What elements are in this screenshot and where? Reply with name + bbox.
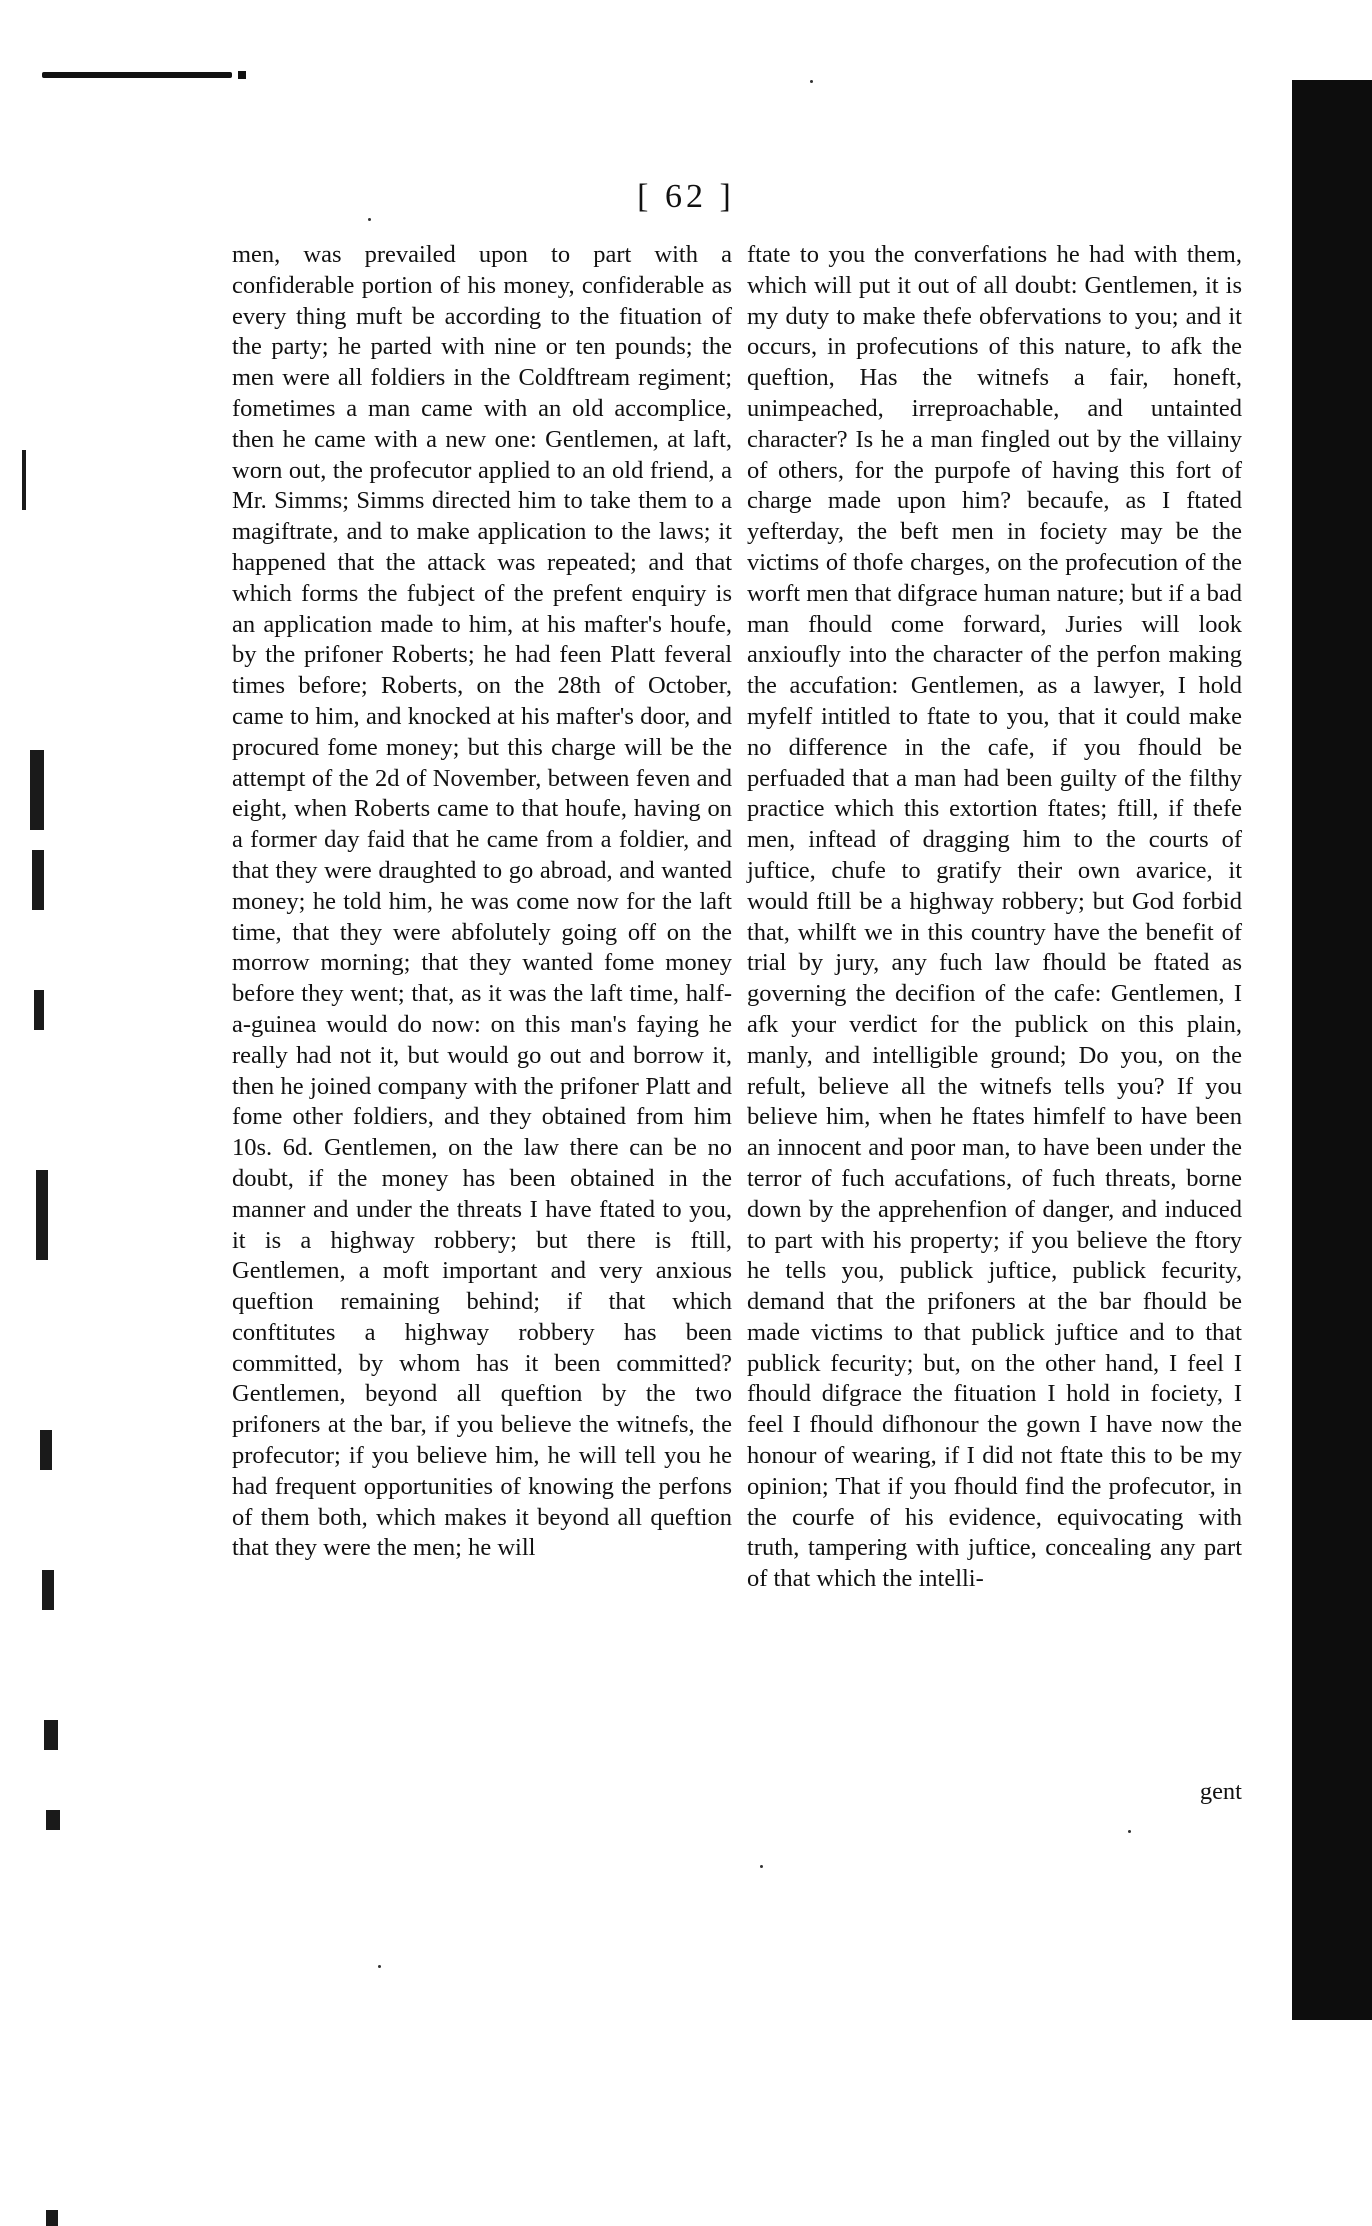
top-rule-dot <box>238 71 246 79</box>
catchword: gent <box>1199 1778 1242 1805</box>
scan-right-edge-shadow <box>1292 80 1372 2020</box>
scan-left-edge-marks <box>0 430 100 1830</box>
left-column-text: men, was prevailed upon to part with a confiderable portion of his money, confiderable as every thing muft be according to the fituation of the party; he parted with nine or ten pounds; the men were all foldiers in the Coldftream regiment; fometimes a man came with an old accomplice, then he came with a new one: Gentlemen, at laft, worn out, the profecutor applied to an old friend, a Mr. Simms; Simms directed him to take them to a magiftrate, and to make application to the laws; it happened that the attack was repeated; and that which forms the fubject of the prefent enquiry is an application made to him, at his mafter's houfe, by the prifoner Roberts; he had feen Platt feveral times before; Roberts, on the 28th of October, came to him, and knocked at his mafter's door, and procured fome money; but this charge will be the attempt of the 2d of November, between feven and eight, when Roberts came to that houfe, having on a former day faid that he came from a foldier, and that they were draughted to go abroad, and wanted money; he told him, he was come now for the laft time, that they were abfolutely going off on the morrow morning; that they wanted fome money before they went; that, as it was the laft time, half-a-guinea would do now: on this man's faying he really had not it, but would go out and borrow it, then he joined company with the prifoner Platt and fome other foldiers, and they obtained from him 10s. 6d. Gentlemen, on the law there can be no doubt, if the money has been obtained in the manner and under the threats I have ftated to you, it is a highway robbery; but there is ftill, Gentlemen, a moft important and very anxious queftion remaining behind; if that which conftitutes a highway robbery has been committed, by whom has it been committed? Gentlemen, beyond all queftion by the two prifoners at the bar, if you believe the witnefs, the profecutor; if you believe him, he will tell you he had frequent opportunities of knowing the perfons of them both, which makes it beyond all queftion that they were the men; he will <box>232 241 732 1562</box>
page-header: [ 62 ] <box>637 178 735 215</box>
right-column-text: ftate to you the converfations he had with them, which will put it out of all doubt: Gentlemen, it is my duty to make thefe obfervations to you; and it occurs, in profecutions of this nature, to afk the queftion, Has the witnefs a fair, honeft, unimpeached, irreproachable, and untainted character? Is he a man fingled out by the villainy of others, for the purpofe of having this fort of charge made upon him? becaufe, as I ftated yefterday, the beft men in fociety may be the victims of thofe charges, on the profecution of the worft men that difgrace human nature; but if a bad man fhould come forward, Juries will look anxioufly into the character of the perfon making the accufation: Gentlemen, as a lawyer, I hold myfelf intitled to ftate to you, that it could make no difference in the cafe, if you fhould be perfuaded that a man had been guilty of the filthy practice which this extortion ftates; ftill, if thefe men, inftead of dragging him to the courts of juftice, chufe to gratify their own avarice, it would ftill be a highway robbery; but God forbid that, whilft we in this country have the benefit of trial by jury, any fuch law fhould be ftated as governing the decifion of the cafe: Gentlemen, I afk your verdict for the publick on this plain, manly, and intelligible ground; Do you, on the refult, believe all the witnefs tells you? If you believe him, when he ftates himfelf to have been an innocent and poor man, to have been under the terror of fuch accufations, of fuch threats, borne down by the apprehenfion of danger, and induced to part with his property; if you believe the ftory he tells you, publick juftice, publick fecurity, demand that the prifoners at the bar fhould be made victims to that publick juftice and to that publick fecurity; but, on the other hand, I feel I fhould difgrace the fituation I hold in fociety, I feel I fhould difhonour the gown I have now the honour of wearing, if I did not ftate this to be my opinion; That if you fhould find the profecutor, in the courfe of his evidence, equivocating with truth, tampering with juftice, concealing any part of that which the intelli- <box>747 241 1242 1593</box>
top-left-rule <box>42 72 232 78</box>
